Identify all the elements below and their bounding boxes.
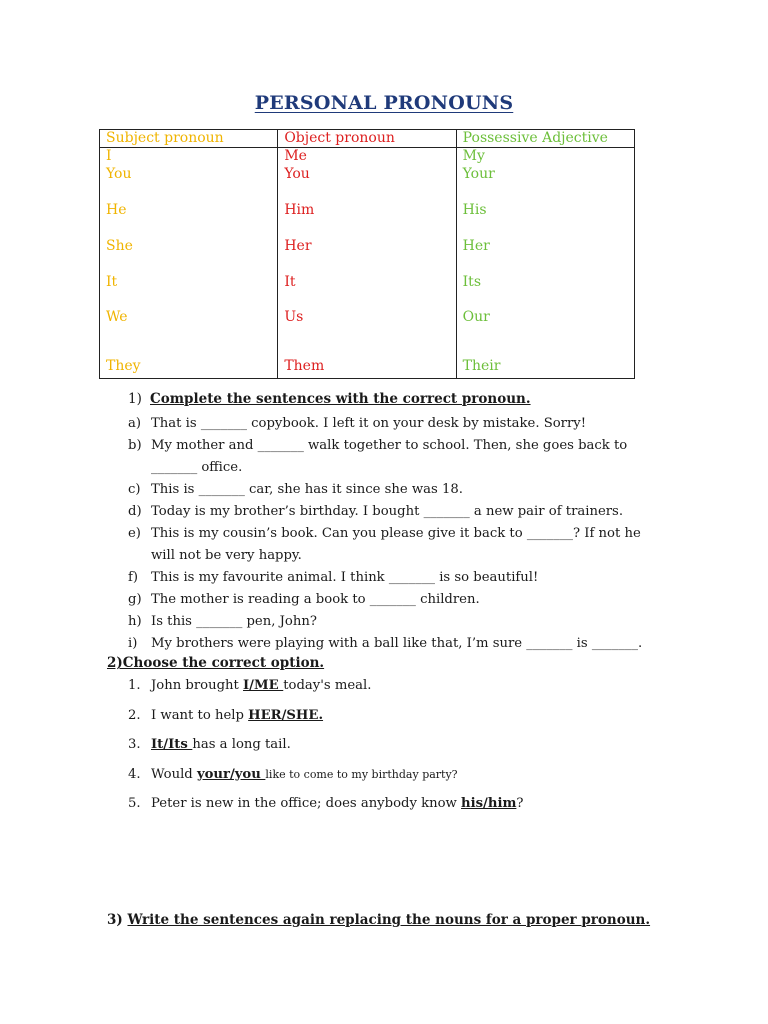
section3-heading-text: Write the sentences again replacing the nouns for a proper pronoun. — [127, 912, 651, 928]
section1-heading-text: Complete the sentences with the correct pronoun. — [150, 391, 531, 407]
table-row — [100, 148, 635, 167]
item-text-after: ? — [516, 796, 524, 811]
subject-cell: You — [100, 166, 278, 202]
possessive-cell: Your — [456, 166, 634, 202]
subject-cell: She — [100, 238, 278, 274]
item-text: Today is my brother’s birthday. I bought _______ a new pair of trainers. — [151, 504, 624, 519]
possessive-cell: Its — [456, 274, 634, 310]
list-item — [128, 567, 668, 589]
header-subject-pronoun: Subject pronoun — [100, 130, 278, 148]
table-row — [100, 274, 635, 310]
item-label: d) — [128, 504, 142, 519]
item-text-before: John brought — [151, 678, 244, 693]
possessive-cell: My — [456, 148, 634, 167]
item-label: g) — [128, 592, 142, 607]
list-item — [128, 479, 668, 501]
option-choice: It/Its — [151, 737, 193, 752]
page-title: PERSONAL PRONOUNS — [254, 92, 514, 114]
item-label: c) — [128, 482, 141, 497]
object-cell: Her — [278, 238, 456, 274]
list-item — [128, 765, 668, 795]
item-label: 4. — [128, 766, 141, 782]
section1-heading — [128, 391, 531, 407]
option-choice: his/him — [461, 796, 517, 811]
possessive-cell: His — [456, 202, 634, 238]
list-item — [128, 589, 668, 611]
item-text-after: like to come to my birthday party? — [265, 767, 458, 781]
pronoun-table — [99, 129, 635, 379]
item-text: That is _______ copybook. I left it on your desk by mistake. Sorry! — [151, 416, 587, 431]
item-label: 2. — [128, 707, 141, 723]
item-label: e) — [128, 526, 141, 541]
header-possessive-adjective: Possessive Adjective — [456, 130, 634, 148]
item-label: 5. — [128, 796, 141, 811]
list-item — [128, 794, 668, 824]
list-item — [128, 611, 668, 633]
table-header-row — [100, 130, 635, 148]
subject-cell: I — [100, 148, 278, 167]
section3-heading — [107, 912, 650, 928]
list-item — [128, 735, 668, 765]
option-choice: I/ME — [243, 678, 284, 693]
option-choice: your/you — [196, 766, 266, 782]
item-text: This is my favourite animal. I think _______ is so beautiful! — [151, 570, 539, 585]
subject-cell: He — [100, 202, 278, 238]
object-cell: Them — [278, 345, 456, 378]
item-text: This is my cousin’s book. Can you please give it back to _______? If not he will not be very happy. — [151, 526, 641, 563]
section2-list — [128, 676, 668, 824]
object-cell: Him — [278, 202, 456, 238]
object-cell: Me — [278, 148, 456, 167]
option-choice: HER/SHE. — [248, 707, 324, 723]
subject-cell: It — [100, 274, 278, 310]
item-text-after: has a long tail. — [192, 737, 291, 752]
table-row — [100, 238, 635, 274]
item-text-after: today's meal. — [283, 678, 372, 693]
object-cell: Us — [278, 309, 456, 345]
list-item — [128, 706, 668, 736]
item-label: a) — [128, 416, 142, 431]
list-item — [128, 501, 668, 523]
list-item — [128, 413, 668, 435]
item-label: f) — [128, 570, 139, 585]
item-label: 3. — [128, 737, 141, 752]
list-item — [128, 633, 668, 655]
section3-number: 3) — [107, 912, 123, 928]
table-row — [100, 345, 635, 378]
item-text: Is this _______ pen, John? — [151, 614, 317, 629]
item-text-before: Peter is new in the office; does anybody know — [151, 796, 462, 811]
section1-number: 1) — [128, 391, 142, 407]
table-row — [100, 309, 635, 345]
item-label: i) — [128, 636, 138, 651]
object-cell: You — [278, 166, 456, 202]
list-item — [128, 523, 668, 567]
item-text-before: Would — [151, 766, 197, 782]
table-row — [100, 202, 635, 238]
list-item — [128, 435, 668, 479]
section1-list — [128, 413, 668, 655]
item-text: My mother and _______ walk together to school. Then, she goes back to _______ office. — [151, 438, 628, 475]
item-label: 1. — [128, 678, 141, 693]
item-text-before: I want to help — [151, 707, 249, 723]
possessive-cell: Their — [456, 345, 634, 378]
item-text: The mother is reading a book to _______ children. — [151, 592, 480, 607]
section2-heading: 2)Choose the correct option. — [107, 655, 325, 671]
item-text: This is _______ car, she has it since she was 18. — [151, 482, 463, 497]
header-object-pronoun: Object pronoun — [278, 130, 456, 148]
list-item — [128, 676, 668, 706]
item-text: My brothers were playing with a ball like that, I’m sure _______ is _______. — [151, 636, 643, 651]
possessive-cell: Her — [456, 238, 634, 274]
subject-cell: They — [100, 345, 278, 378]
subject-cell: We — [100, 309, 278, 345]
item-label: b) — [128, 438, 142, 453]
item-label: h) — [128, 614, 142, 629]
possessive-cell: Our — [456, 309, 634, 345]
table-row — [100, 166, 635, 202]
object-cell: It — [278, 274, 456, 310]
